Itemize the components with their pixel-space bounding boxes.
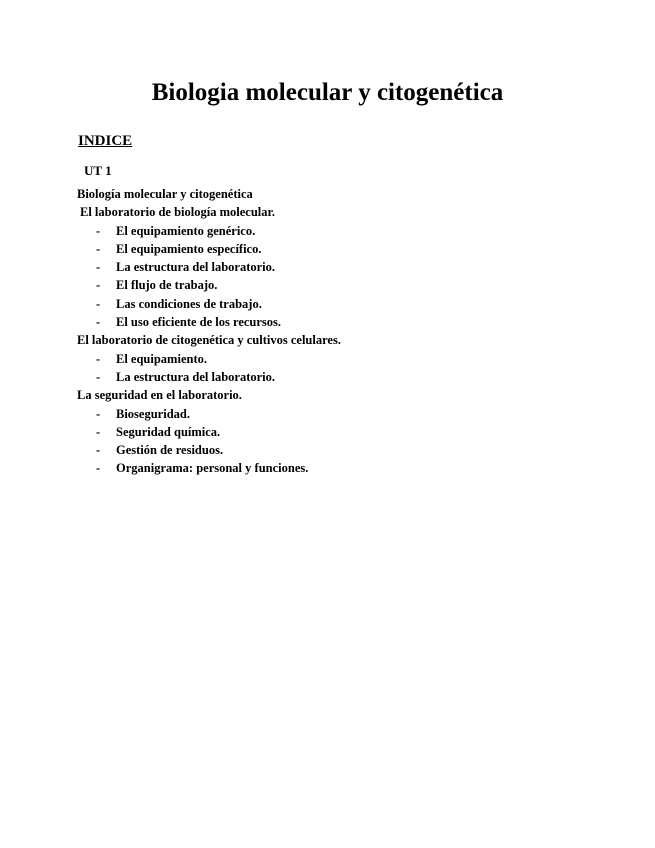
toc-item	[77, 313, 597, 331]
bullet-dash: -	[96, 461, 101, 476]
toc-item	[77, 423, 597, 441]
toc-item-label: El equipamiento específico.	[116, 241, 262, 256]
bullet-dash: -	[96, 296, 101, 311]
bullet-dash: -	[96, 278, 101, 293]
index-heading: INDICE	[78, 133, 133, 149]
toc-item	[77, 405, 597, 423]
bullet-dash: -	[96, 223, 101, 238]
bullet-dash: -	[96, 241, 101, 256]
toc-item-label: El uso eficiente de los recursos.	[116, 315, 282, 330]
toc-item-label: La estructura del laboratorio.	[116, 260, 276, 275]
document-title: Biologia molecular y citogenética	[151, 79, 504, 106]
toc-item-label: Organigrama: personal y funciones.	[116, 461, 309, 476]
table-of-contents	[77, 185, 597, 478]
toc-item-label: La estructura del laboratorio.	[116, 369, 276, 384]
toc-section-heading: El laboratorio de citogenética y cultivos celulares.	[77, 333, 341, 348]
toc-item	[77, 222, 597, 240]
toc-section-heading: El laboratorio de biología molecular.	[80, 205, 276, 220]
bullet-dash: -	[96, 260, 101, 275]
toc-item	[77, 368, 597, 386]
bullet-dash: -	[96, 315, 101, 330]
toc-item-label: Gestión de residuos.	[116, 443, 224, 458]
toc-item	[77, 276, 597, 294]
toc-item	[77, 350, 597, 368]
toc-item	[77, 295, 597, 313]
toc-section-heading: La seguridad en el laboratorio.	[77, 388, 242, 403]
bullet-dash: -	[96, 443, 101, 458]
toc-item	[77, 459, 597, 477]
toc-item-label: El flujo de trabajo.	[116, 278, 218, 293]
toc-item	[77, 240, 597, 258]
bullet-dash: -	[96, 351, 101, 366]
toc-item	[77, 258, 597, 276]
toc-item-label: Bioseguridad.	[116, 406, 190, 421]
toc-item-label: Seguridad química.	[116, 424, 221, 439]
toc-item	[77, 441, 597, 459]
bullet-dash: -	[96, 424, 101, 439]
unit-label: UT 1	[84, 163, 112, 178]
bullet-dash: -	[96, 406, 101, 421]
toc-main-heading: Biología molecular y citogenética	[77, 187, 253, 201]
bullet-dash: -	[96, 369, 101, 384]
toc-item-label: El equipamiento genérico.	[116, 223, 256, 238]
toc-item-label: El equipamiento.	[116, 351, 207, 366]
toc-item-label: Las condiciones de trabajo.	[116, 296, 262, 311]
